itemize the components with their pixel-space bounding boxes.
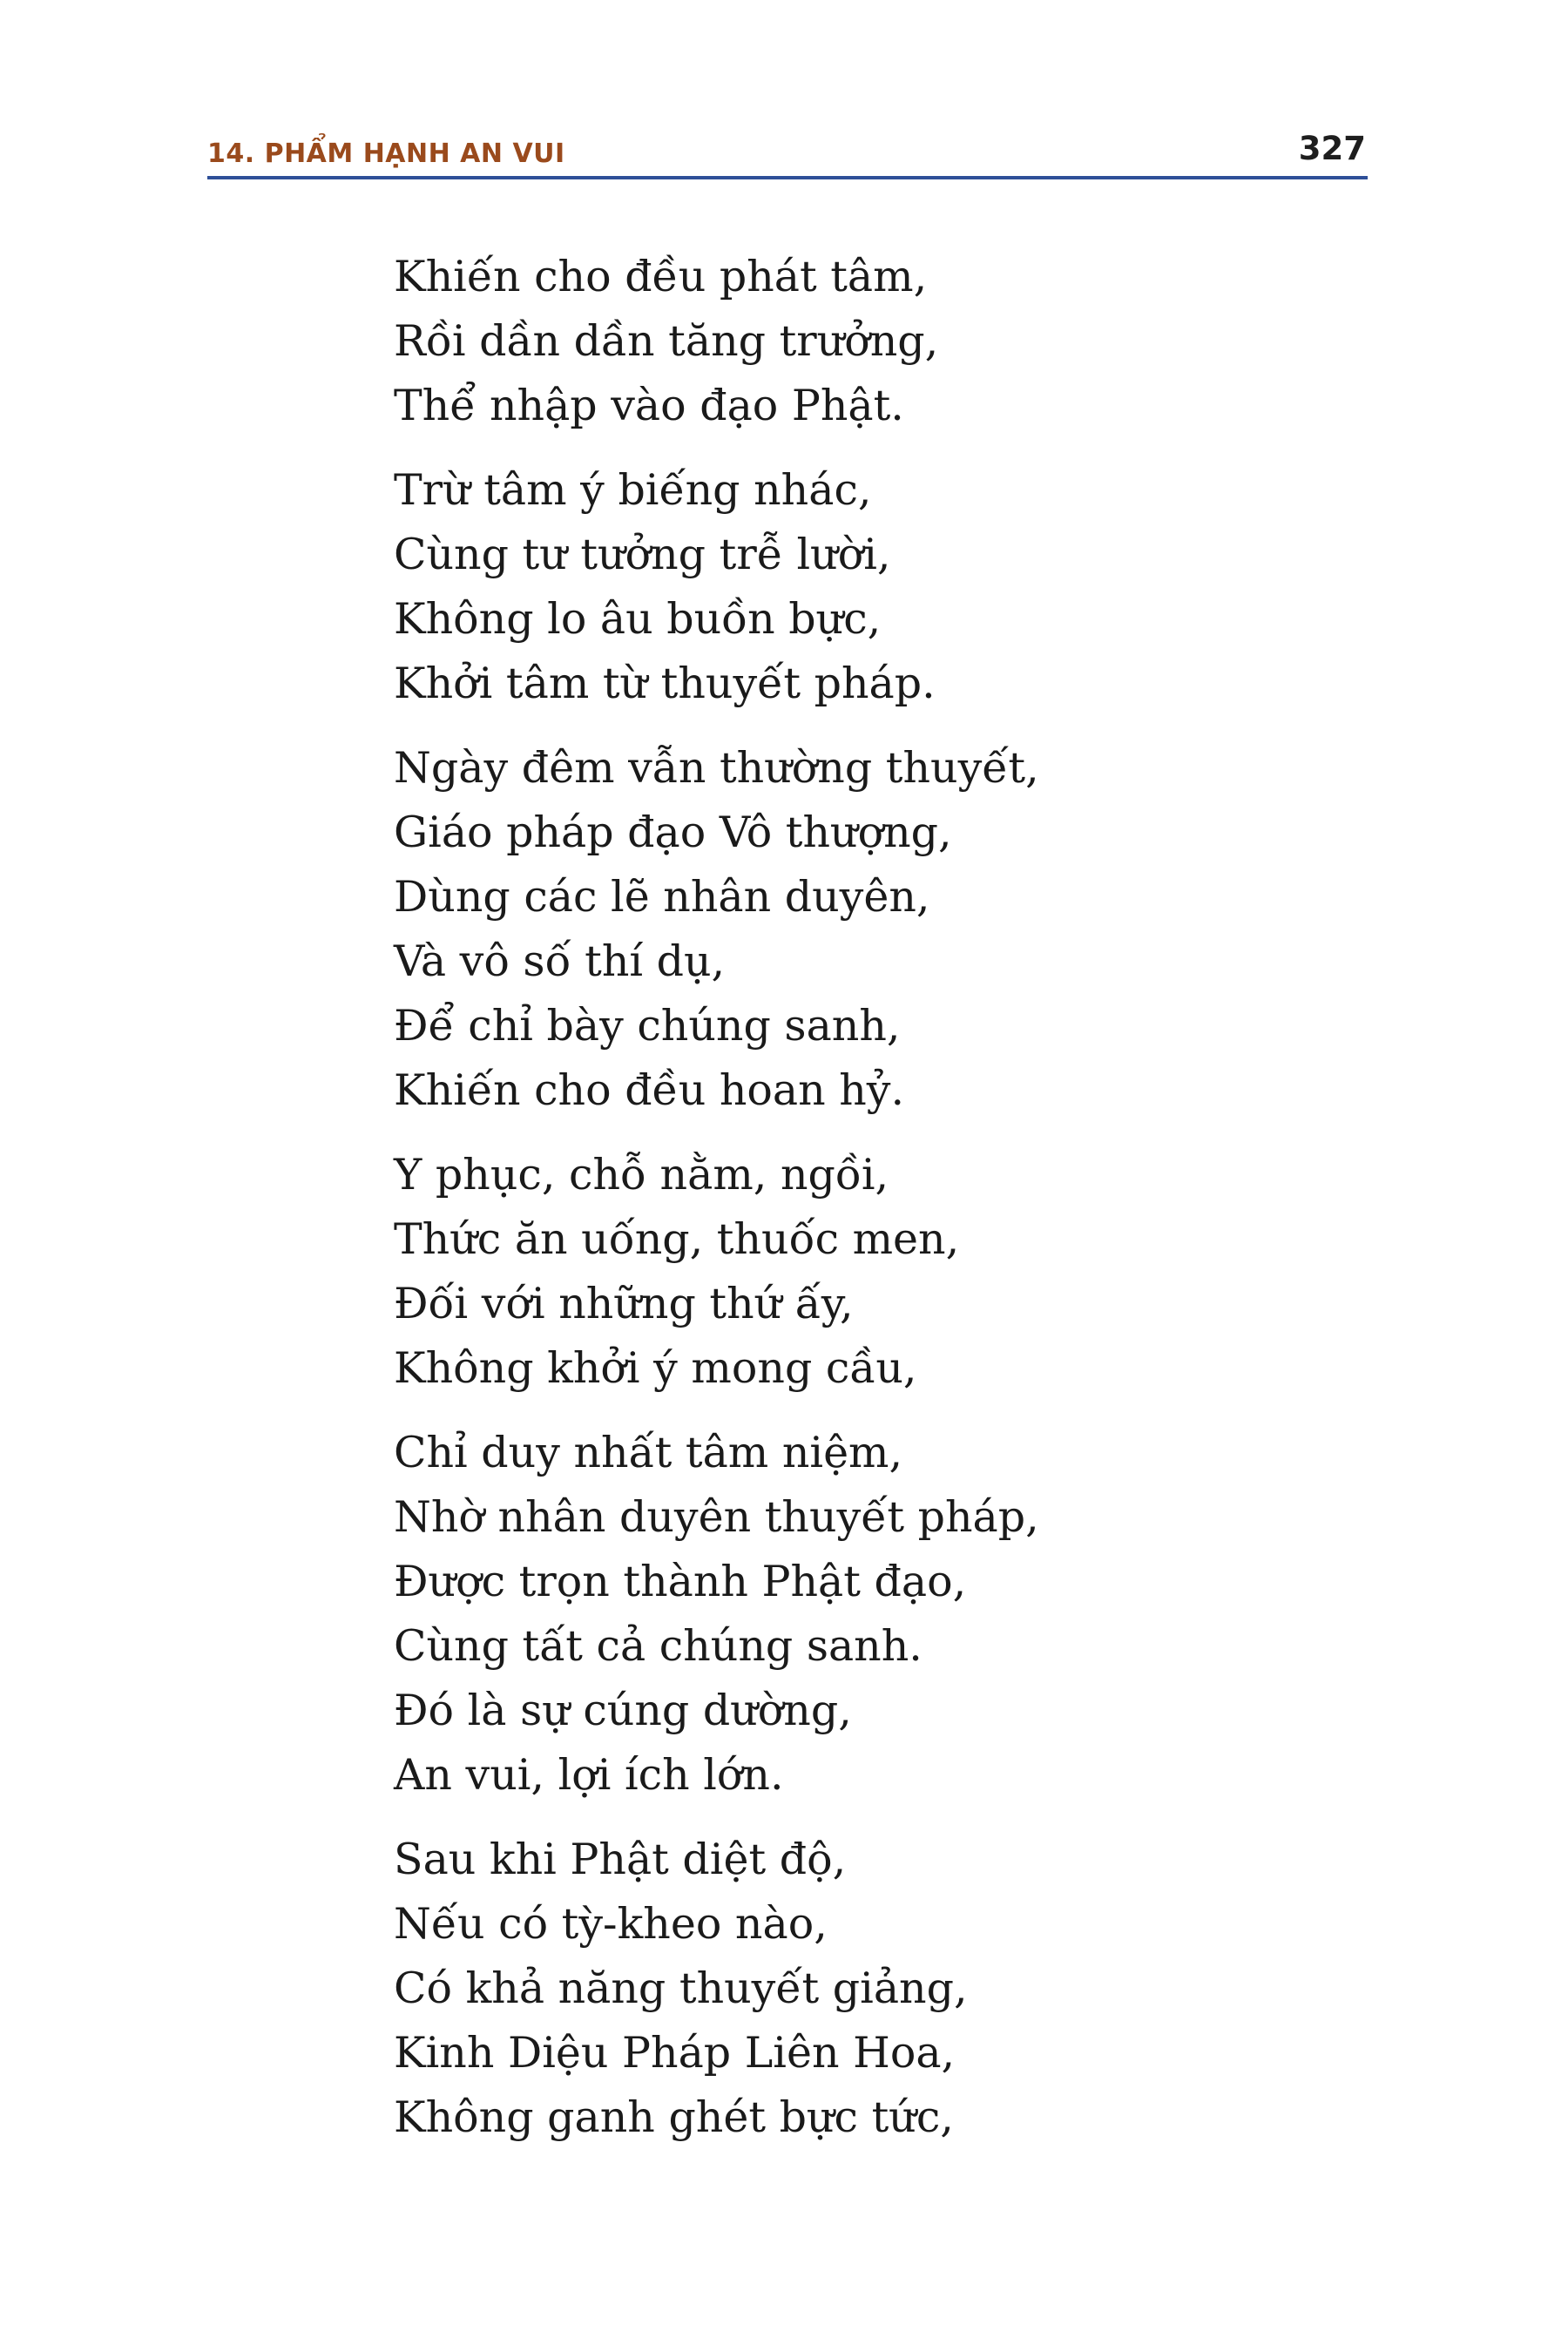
verse-line: Không lo âu buồn bực, bbox=[394, 594, 882, 644]
verse-line: Để chỉ bày chúng sanh, bbox=[394, 1001, 901, 1051]
verse-line: Rồi dần dần tăng trưởng, bbox=[394, 316, 939, 366]
verse-line: Đó là sự cúng dường, bbox=[394, 1686, 852, 1735]
header-rule bbox=[207, 176, 1368, 179]
verse-line: Trừ tâm ý biếng nhác, bbox=[394, 465, 872, 515]
verse-line: Chỉ duy nhất tâm niệm, bbox=[394, 1428, 903, 1477]
verse-line: Không ganh ghét bực tức, bbox=[394, 2092, 954, 2142]
verse-line: Thức ăn uống, thuốc men, bbox=[394, 1214, 960, 1264]
chapter-title: 14. PHẨM HẠNH AN VUI bbox=[207, 139, 565, 169]
verse-line: Kinh Diệu Pháp Liên Hoa, bbox=[394, 2028, 956, 2078]
verse-line: Giáo pháp đạo Vô thượng, bbox=[394, 808, 952, 857]
stanza bbox=[394, 1828, 1265, 2150]
verse-line: Dùng các lẽ nhân duyên, bbox=[394, 872, 930, 922]
verse-line: Y phục, chỗ nằm, ngồi, bbox=[394, 1150, 889, 1200]
stanza bbox=[394, 1421, 1265, 1808]
stanza bbox=[394, 245, 1265, 438]
running-header bbox=[207, 129, 1368, 179]
verse-line: Thể nhập vào đạo Phật. bbox=[394, 381, 904, 430]
stanza bbox=[394, 458, 1265, 716]
verse-line: Sau khi Phật diệt độ, bbox=[394, 1835, 847, 1884]
verse-line: Khiến cho đều hoan hỷ. bbox=[394, 1065, 905, 1115]
verse-line: Cùng tất cả chúng sanh. bbox=[394, 1621, 923, 1671]
stanza bbox=[394, 736, 1265, 1123]
stanza bbox=[394, 1143, 1265, 1401]
verse-line: Khiến cho đều phát tâm, bbox=[394, 252, 928, 301]
verse-line: Ngày đêm vẫn thường thuyết, bbox=[394, 743, 1039, 793]
verse-line: Đối với những thứ ấy, bbox=[394, 1279, 854, 1328]
verse-line: An vui, lợi ích lớn. bbox=[394, 1750, 784, 1800]
verse-line: Không khởi ý mong cầu, bbox=[394, 1343, 917, 1393]
verse-line: Cùng tư tưởng trễ lười, bbox=[394, 530, 891, 579]
verse-line: Nếu có tỳ-kheo nào, bbox=[394, 1899, 828, 1949]
verse-line: Và vô số thí dụ, bbox=[394, 936, 726, 986]
verse-line: Được trọn thành Phật đạo, bbox=[394, 1557, 967, 1606]
verse-line: Có khả năng thuyết giảng, bbox=[394, 1963, 968, 2013]
poem-body bbox=[394, 245, 1265, 2170]
verse-line: Khởi tâm từ thuyết pháp. bbox=[394, 659, 936, 708]
verse-line: Nhờ nhân duyên thuyết pháp, bbox=[394, 1492, 1039, 1542]
page-number: 327 bbox=[1298, 130, 1366, 167]
